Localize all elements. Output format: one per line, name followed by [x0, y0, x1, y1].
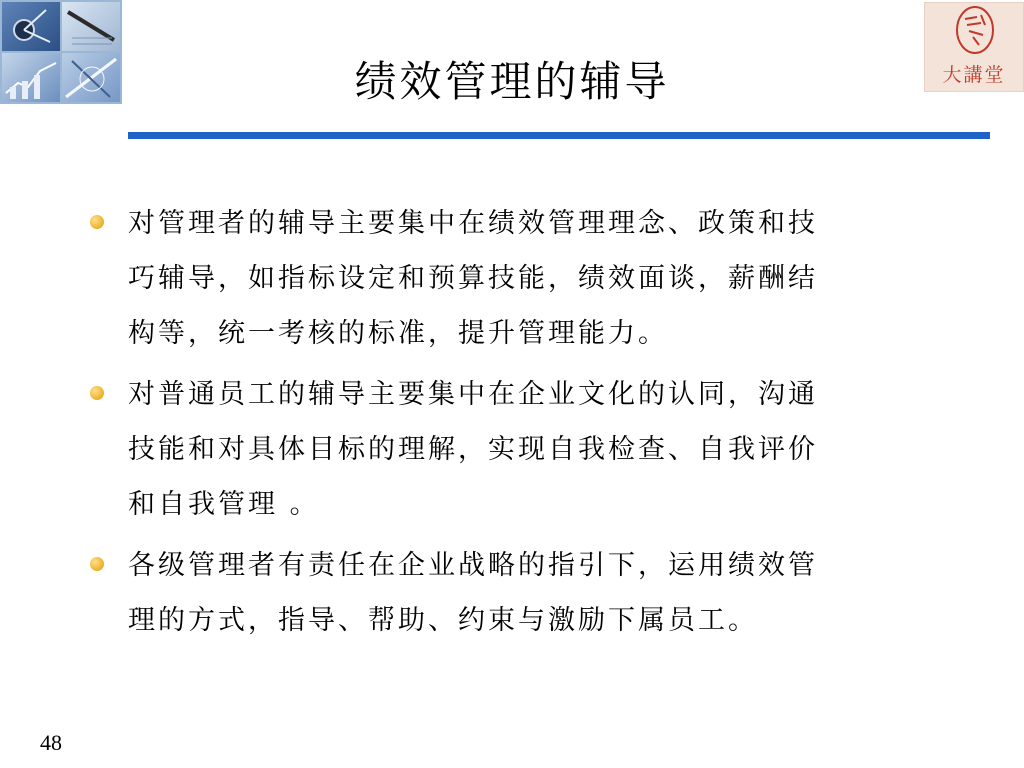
bullet-text: 对管理者的辅导主要集中在绩效管理理念、政策和技 巧辅导，如指标设定和预算技能，绩效面谈，薪酬结 构等，统一考核的标准，提升管理能力。	[128, 208, 818, 349]
bullet-item	[90, 196, 950, 361]
bullet-text: 各级管理者有责任在企业战略的指引下，运用绩效管 理的方式，指导、帮助、约束与激励下属员工。	[128, 550, 818, 636]
title-underline	[128, 132, 990, 139]
compass-photo	[2, 2, 60, 51]
bullet-dot-icon	[90, 557, 104, 571]
bullet-text: 对普通员工的辅导主要集中在企业文化的认同，沟通 技能和对具体目标的理解，实现自我检查、自我评价 和自我管理 。	[128, 379, 818, 520]
logo-text: 大講堂	[942, 64, 1006, 86]
bullet-item	[90, 538, 950, 648]
page-number: 48	[40, 730, 62, 755]
logo-seal	[955, 5, 995, 59]
bullet-item	[90, 367, 950, 532]
pen-photo	[62, 2, 120, 51]
bullet-dot-icon	[90, 386, 104, 400]
slide-title: 绩效管理的辅导	[354, 57, 670, 106]
bullet-dot-icon	[90, 215, 104, 229]
bullet-list	[90, 196, 950, 654]
